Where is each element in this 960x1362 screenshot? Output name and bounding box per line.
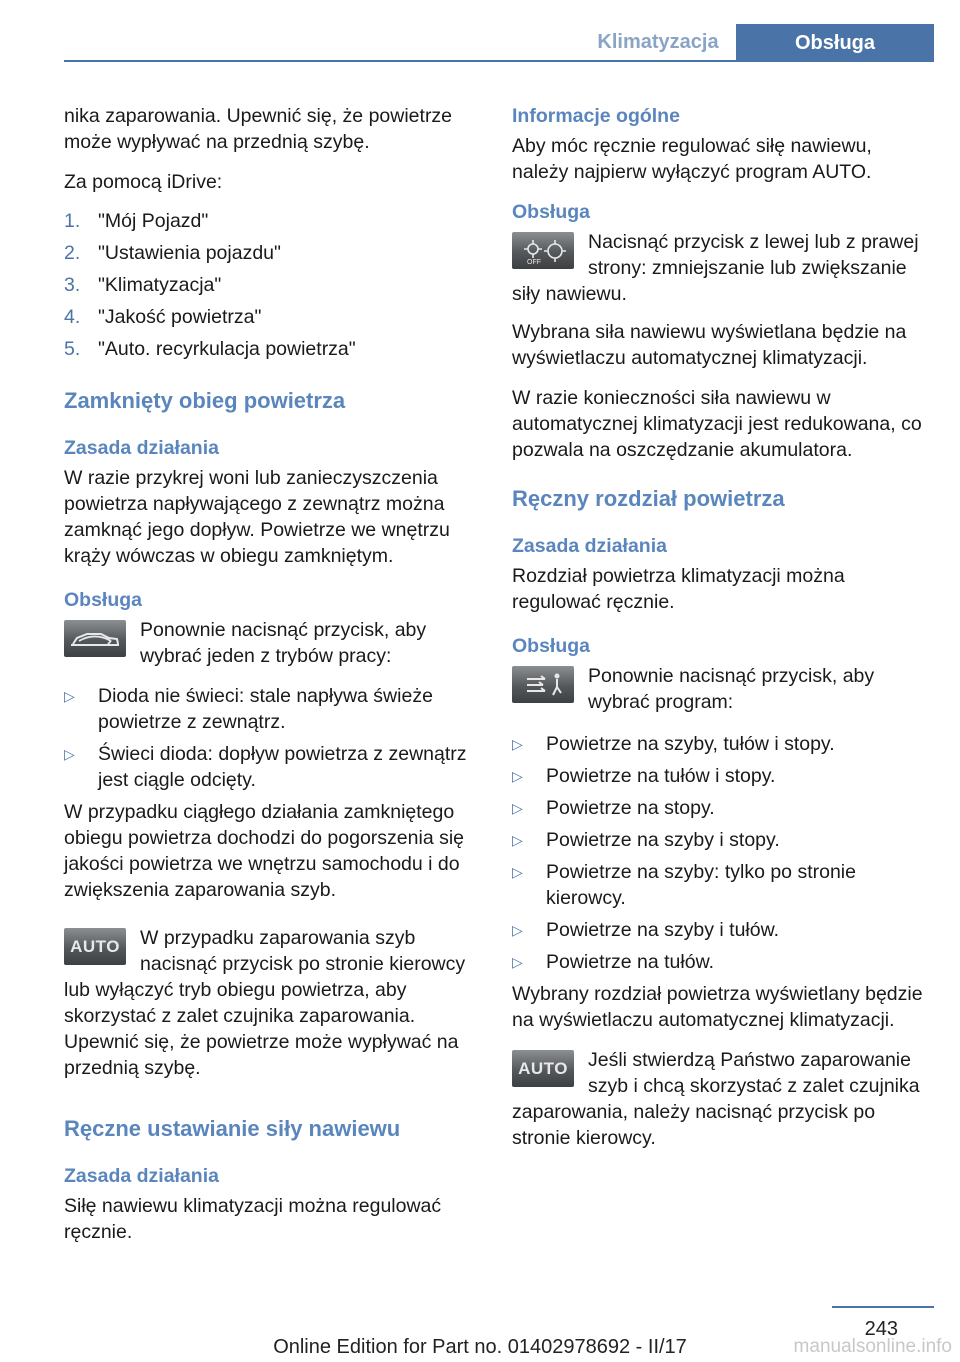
list-item [512, 763, 924, 789]
step-number: 5. [64, 338, 81, 360]
page-number: 243 [864, 1318, 898, 1340]
list-item-text: Powietrze na szyby: tylko po stronie kierowcy. [546, 861, 856, 909]
list-item-text: Powietrze na szyby i tułów. [546, 919, 780, 941]
icon-paragraph [512, 1047, 924, 1151]
left-column [64, 103, 476, 1259]
list-item [512, 827, 924, 853]
section-heading: Ręczne ustawianie siły nawiewu [64, 1116, 401, 1141]
step-number: 1. [64, 210, 81, 232]
air-distribution-icon [512, 666, 574, 703]
list-item [512, 859, 924, 911]
subsection-heading: Obsługa [512, 201, 591, 223]
list-item [64, 683, 476, 735]
paragraph: W przypadku zaparowania szyb nacisnąć przycisk po stronie kierowcy lub wyłączyć tryb obiegu powietrza, aby skorzystać z zalet czujnika zaparowania. Upewnić się, że powietrze może wypływać na przednią szybę. [64, 927, 466, 1079]
fan-off-icon [512, 232, 574, 269]
list-item [512, 731, 924, 757]
bullet-marker-icon: ▷ [512, 768, 523, 784]
paragraph: Wybrana siła nawiewu wyświetlana będzie na wyświetlaczu automatycznej klimatyzacji. [512, 321, 907, 369]
section-heading: Ręczny rozdział powietrza [512, 486, 785, 511]
icon-paragraph [512, 663, 924, 715]
list-item [64, 269, 476, 301]
list-item-text: Powietrze na szyby, tułów i stopy. [546, 733, 835, 755]
list-item [64, 237, 476, 269]
list-item [512, 795, 924, 821]
bullet-marker-icon: ▷ [512, 832, 523, 848]
subsection-heading: Zasada działania [64, 437, 219, 459]
list-item [512, 949, 924, 975]
list-item [64, 205, 476, 237]
list-item-text: Świeci dioda: dopływ powietrza z zewnątrz jest ciągle odcięty. [98, 743, 467, 791]
program-list [512, 731, 924, 975]
step-text: "Jakość powietrza" [98, 306, 262, 328]
step-text: "Mój Pojazd" [98, 210, 209, 232]
paragraph: Nacisnąć przycisk z lewej lub z prawej strony: zmniejszanie lub zwiększanie siły nawiewu. [512, 231, 919, 305]
list-item [512, 917, 924, 943]
step-text: "Ustawienia pojazdu" [98, 242, 281, 264]
subsection-heading: Zasada działania [512, 535, 667, 557]
list-item [64, 333, 476, 365]
step-text: "Klimatyzacja" [98, 274, 222, 296]
auto-button-icon: AUTO [64, 928, 126, 965]
watermark: manualsonline.info [793, 1336, 952, 1357]
paragraph: W razie konieczności siła nawiewu w automatycznej klimatyzacji jest redukowana, co pozwala na oszczędzanie akumulatora. [512, 387, 922, 461]
fan-off-label: OFF [527, 258, 541, 265]
footer-rule [832, 1306, 934, 1308]
bullet-marker-icon: ▷ [512, 736, 523, 752]
list-item [64, 741, 476, 793]
list-item-text: Powietrze na szyby i stopy. [546, 829, 780, 851]
icon-paragraph [64, 925, 476, 1081]
step-number: 2. [64, 242, 81, 264]
header-section-tab: Klimatyzacja [597, 31, 719, 53]
paragraph: Wybrany rozdział powietrza wyświetlany będzie na wyświetlaczu automatycznej klimatyzacji. [512, 983, 923, 1031]
step-number: 3. [64, 274, 81, 296]
step-number: 4. [64, 306, 81, 328]
subsection-heading: Obsługa [512, 635, 591, 657]
paragraph: Jeśli stwierdzą Państwo zaparowanie szyb i chcą skorzystać z zalet czujnika zaparowania, należy nacisnąć przycisk po stronie kierowcy. [512, 1049, 920, 1149]
paragraph: Rozdział powietrza klimatyzacji można regulować ręcznie. [512, 565, 845, 613]
paragraph: W przypadku ciągłego działania zamkniętego obiegu powietrza dochodzi do pogorszenia się jakości powietrza we wnętrzu samochodu i do zwiększenia zaparowania szyb. [64, 801, 465, 901]
subsection-heading: Obsługa [64, 589, 143, 611]
auto-button-icon: AUTO [512, 1050, 574, 1087]
section-heading: Zamknięty obieg powietrza [64, 388, 346, 413]
footer-edition: Online Edition for Part no. 01402978692 - II/17 [273, 1336, 687, 1358]
bullet-marker-icon: ▷ [64, 746, 75, 762]
recirculation-car-icon [64, 620, 126, 657]
subsection-heading: Informacje ogólne [512, 105, 680, 127]
list-item-text: Powietrze na tułów. [546, 951, 715, 973]
paragraph: nika zaparowania. Upewnić się, że powietrze może wypływać na przednią szybę. [64, 105, 453, 153]
right-column [512, 103, 924, 1165]
mode-list [64, 683, 476, 793]
header-chapter-tab: Obsługa [736, 24, 934, 62]
bullet-marker-icon: ▷ [512, 922, 523, 938]
bullet-marker-icon: ▷ [512, 954, 523, 970]
idrive-steps-list [64, 205, 476, 365]
step-text: "Auto. recyrkulacja powietrza" [98, 338, 356, 360]
paragraph: Aby móc ręcznie regulować siłę nawiewu, należy najpierw wyłączyć program AUTO. [512, 135, 872, 183]
list-item-text: Powietrze na tułów i stopy. [546, 765, 776, 787]
bullet-marker-icon: ▷ [512, 864, 523, 880]
list-item-text: Dioda nie świeci: stale napływa świeże powietrze z zewnątrz. [98, 685, 433, 733]
paragraph: Ponownie nacisnąć przycisk, aby wybrać program: [588, 665, 875, 713]
paragraph: Siłę nawiewu klimatyzacji można regulować ręcznie. [64, 1195, 442, 1243]
paragraph: Za pomocą iDrive: [64, 171, 223, 193]
bullet-marker-icon: ▷ [64, 688, 75, 704]
header-rule [64, 60, 934, 62]
list-item-text: Powietrze na stopy. [546, 797, 715, 819]
paragraph: Ponownie nacisnąć przycisk, aby wybrać jeden z trybów pracy: [140, 619, 427, 667]
subsection-heading: Zasada działania [64, 1165, 219, 1187]
paragraph: W razie przykrej woni lub zanieczyszczenia powietrza napływającego z zewnątrz można zamknąć jego dopływ. Powietrze we wnętrzu krąży wówczas w obiegu zamkniętym. [64, 467, 450, 567]
icon-paragraph [512, 229, 924, 307]
bullet-marker-icon: ▷ [512, 800, 523, 816]
icon-paragraph [64, 617, 476, 669]
list-item [64, 301, 476, 333]
